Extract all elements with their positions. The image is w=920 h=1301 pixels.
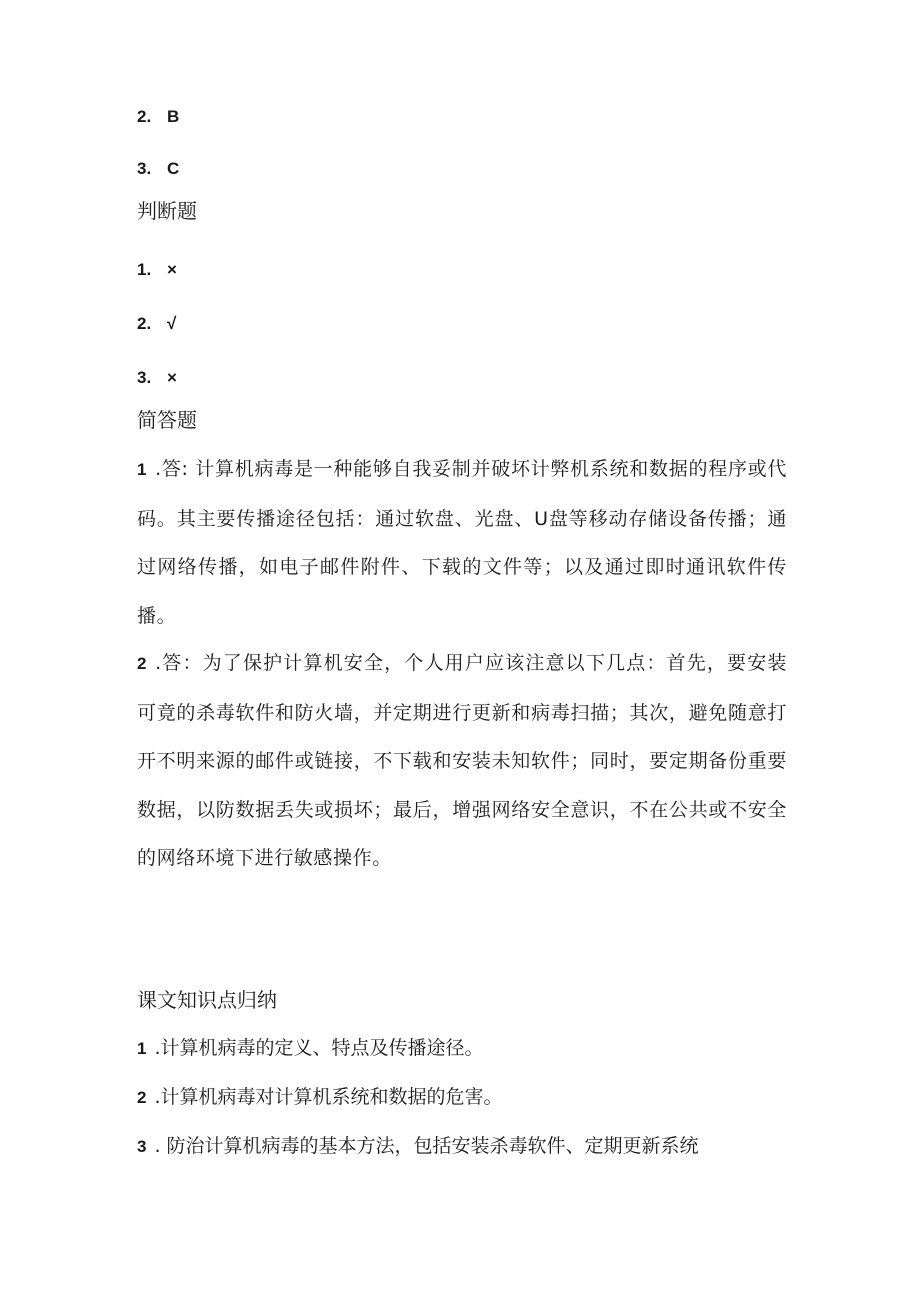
choice-answer-3 bbox=[137, 156, 179, 181]
answer-value: B bbox=[167, 107, 180, 126]
short-answer-2 bbox=[137, 639, 787, 883]
item-number: 1 bbox=[137, 1039, 147, 1058]
judge-answer-3 bbox=[137, 365, 177, 390]
answer-value: √ bbox=[167, 314, 177, 333]
answer-number: 3. bbox=[137, 368, 152, 387]
item-text: .计算机病毒的定义、特点及传播途径。 bbox=[154, 1037, 484, 1059]
answer-text: .答: 计算机病毒是一种能够自我妥制并破坏计弊机系统和数据的程序或代码。其主要传播途径包括：通过软盘、光盘、U盘等移动存储设备传播；通过网络传播，如电子邮件附件、下载的文件等；以及通过即时通讯软件传播。 bbox=[137, 458, 787, 627]
knowledge-item-2 bbox=[137, 1085, 503, 1110]
answer-value: × bbox=[167, 368, 177, 387]
answer-number: 2. bbox=[137, 107, 152, 126]
knowledge-item-1 bbox=[137, 1036, 484, 1061]
judge-answer-2 bbox=[137, 311, 176, 336]
short-answer-section-heading: 简答题 bbox=[137, 408, 197, 432]
judge-answer-1 bbox=[137, 257, 177, 282]
answer-number: 1. bbox=[137, 260, 152, 279]
choice-answer-2 bbox=[137, 104, 179, 129]
answer-number: 2 bbox=[137, 654, 148, 673]
short-answer-1 bbox=[137, 445, 787, 640]
answer-number: 1 bbox=[137, 460, 148, 479]
item-number: 3 bbox=[137, 1137, 147, 1156]
knowledge-section-heading: 课文知识点归纳 bbox=[137, 988, 277, 1012]
answer-value: C bbox=[167, 159, 180, 178]
answer-value: × bbox=[167, 260, 177, 279]
judge-section-heading: 判断题 bbox=[137, 199, 197, 223]
item-text: .计算机病毒对计算机系统和数据的危害。 bbox=[154, 1086, 503, 1108]
item-text: . 防治计算机病毒的基本方法，包括安装杀毒软件、定期更新系统 bbox=[154, 1135, 699, 1157]
answer-text: .答：为了保护计算机安全，个人用户应该注意以下几点：首先，要安装可竟的杀毒软件和防火墙，并定期进行更新和病毒扫描；其次，避免随意打开不明来源的邮件或链接，不下载和安装未知软件；同时，要定期备份重要数据，以防数据丢失或损坏；最后，增强网络安全意识，不在公共或不安全的网络环境下进行敏感操作。 bbox=[137, 652, 787, 869]
answer-number: 2. bbox=[137, 314, 152, 333]
item-number: 2 bbox=[137, 1088, 147, 1107]
answer-number: 3. bbox=[137, 159, 152, 178]
knowledge-item-3 bbox=[137, 1134, 699, 1159]
